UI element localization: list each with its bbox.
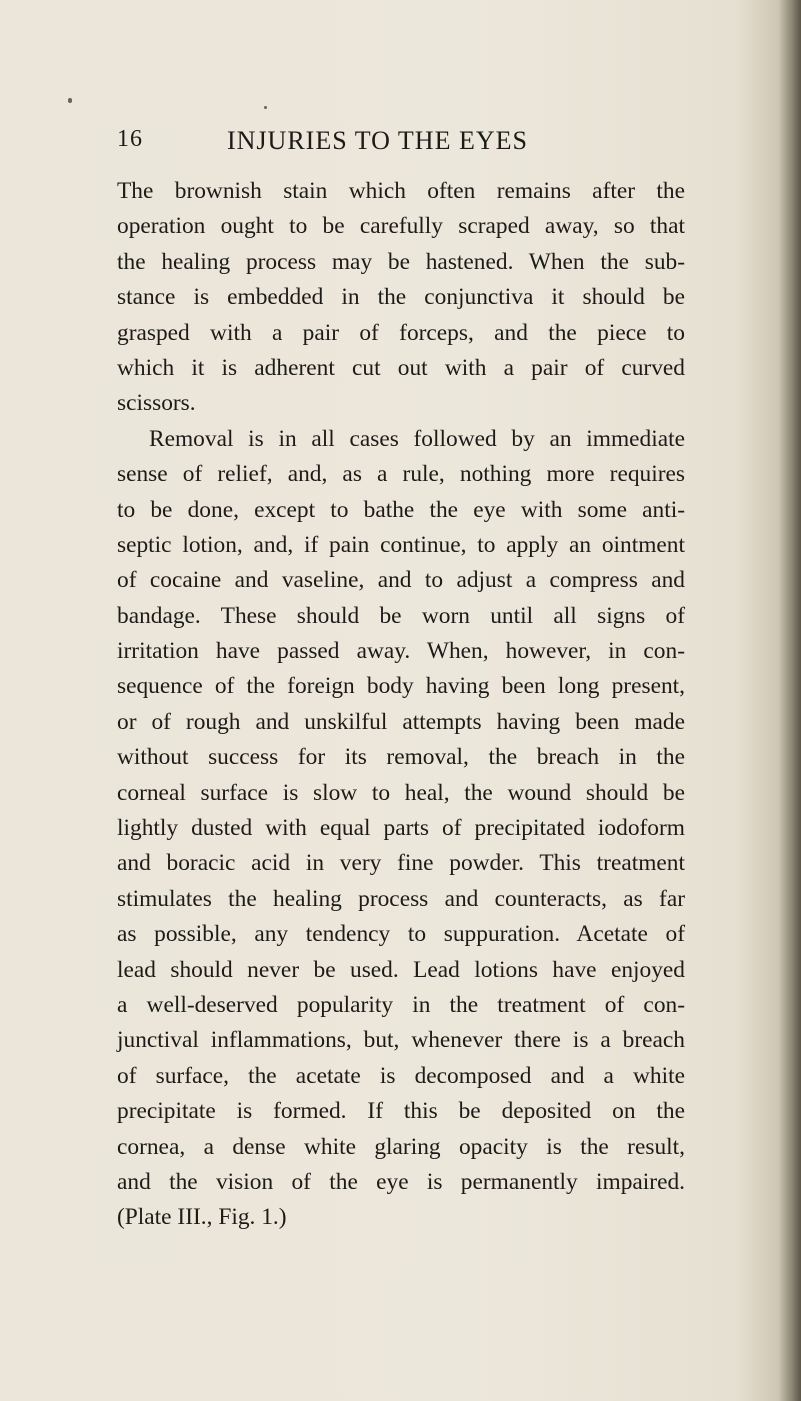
text-line: as possible, any tendency to suppuration. Acetate of: [117, 921, 685, 948]
page-header: [117, 126, 687, 166]
text-line: The brownish stain which often remains after the: [117, 178, 685, 204]
ink-speck: [264, 106, 267, 109]
text-line: which it is adherent cut out with a pair of curved: [117, 354, 685, 381]
text-line: stance is embedded in the conjunctiva it should be: [117, 284, 685, 311]
text-line: of cocaine and vaseline, and to adjust a compress and: [117, 567, 685, 594]
text-line: septic lotion, and, if pain continue, to apply an ointment: [117, 531, 685, 558]
text-line: bandage. These should be worn until all signs of: [117, 602, 685, 629]
text-line: and the vision of the eye is permanently impaired.: [117, 1168, 685, 1195]
text-line: lead should never be used. Lead lotions have enjoyed: [117, 956, 685, 983]
text-line: operation ought to be carefully scraped away, so that: [117, 213, 685, 240]
page-number: 16: [117, 126, 143, 152]
text-line: cornea, a dense white glaring opacity is the result,: [117, 1133, 685, 1160]
text-line: without success for its removal, the breach in the: [117, 744, 685, 771]
text-line: corneal surface is slow to heal, the wound should be: [117, 779, 685, 806]
ink-speck: [68, 98, 72, 103]
text-line: precipitate is formed. If this be deposited on the: [117, 1098, 685, 1125]
running-title: INJURIES TO THE EYES: [227, 126, 528, 155]
text-line: (Plate III., Fig. 1.): [117, 1204, 287, 1231]
text-line: irritation have passed away. When, however, in con-: [117, 638, 685, 665]
text-line: sequence of the foreign body having been long present,: [117, 673, 685, 700]
text-line: a well-deserved popularity in the treatment of con-: [117, 991, 685, 1018]
page-edge-shadow: [779, 0, 801, 1401]
body-text: [117, 174, 685, 1236]
text-line: to be done, except to bathe the eye with some anti-: [117, 496, 685, 523]
text-line: of surface, the acetate is decomposed and a white: [117, 1062, 685, 1089]
text-line: sense of relief, and, as a rule, nothing more requires: [117, 461, 685, 488]
text-line: grasped with a pair of forceps, and the piece to: [117, 319, 685, 346]
text-line: Removal is in all cases followed by an immediate: [149, 425, 685, 452]
text-line: scissors.: [117, 390, 196, 417]
text-line: junctival inflammations, but, whenever there is a breach: [117, 1027, 685, 1054]
text-line: and boracic acid in very fine powder. This treatment: [117, 850, 685, 877]
text-line: the healing process may be hastened. When the sub-: [117, 248, 685, 275]
text-line: stimulates the healing process and counteracts, as far: [117, 885, 685, 912]
text-line: lightly dusted with equal parts of precipitated iodoform: [117, 815, 685, 842]
text-line: or of rough and unskilful attempts having been made: [117, 708, 685, 735]
